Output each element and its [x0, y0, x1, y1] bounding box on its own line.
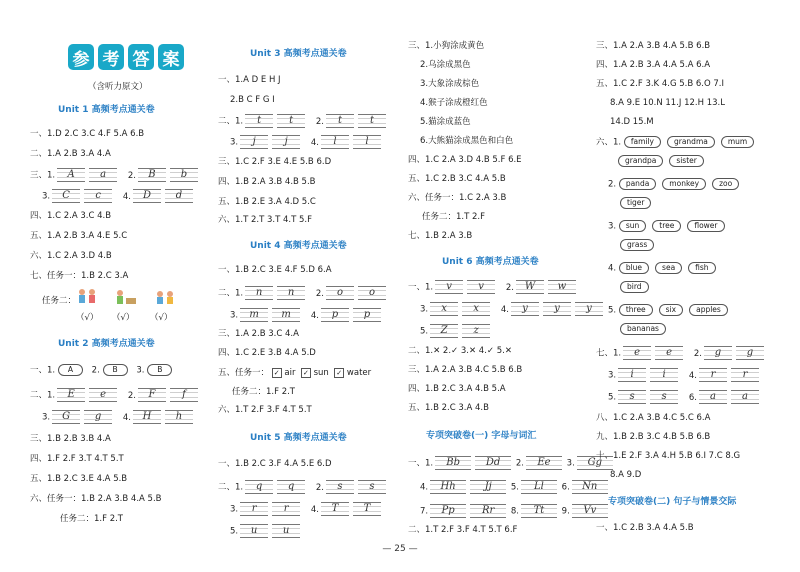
answer-line: 3.大象涂成棕色 — [420, 79, 480, 89]
checkbox-icon: ✓ — [301, 368, 311, 378]
answer-line: 六、任务一：1.B 2.A 3.B 4.A 5.B — [30, 494, 162, 504]
answer-line: 8.A 9.D — [610, 470, 642, 480]
oval-line: 3. sun tree flower — [608, 220, 731, 233]
unit3-title: Unit 3 高频考点通关卷 — [250, 49, 347, 59]
handwriting-line: 3. j j 4. l l — [230, 135, 383, 149]
answer-line: 九、1.B 2.B 3.C 4.B 5.B 6.B — [596, 432, 711, 442]
handwriting-line: 3. C c 4. D d — [42, 189, 195, 203]
answer-line: 二、1.A 2.B 3.A 4.A — [30, 149, 111, 159]
task2-label: 任务二： — [42, 296, 77, 306]
answer-line: 一、1.A D E H J — [218, 75, 281, 85]
answer-line: 14.D 15.M — [610, 117, 654, 127]
unit5-title: Unit 5 高频考点通关卷 — [250, 433, 347, 443]
checkbox-icon: ✓ — [272, 368, 282, 378]
oval-line: 六、1. family grandma mum — [596, 136, 760, 149]
answer-line: 五、1.B 2.C 3.E 4.A 5.B — [30, 474, 128, 484]
answer-line: 六、任务一：1.C 2.A 3.B — [408, 193, 507, 203]
check-mark: （√） — [76, 313, 99, 323]
answer-line: 六、1.T 2.T 3.T 4.T 5.F — [218, 215, 313, 225]
oval-line: 一、1. A 2. B 3. B — [30, 364, 178, 377]
special2-title: 专项突破卷(二) 句子与情景交际 — [608, 497, 737, 507]
handwriting-line: 7. Pp Rr 8. Tt 9. Vv — [420, 504, 610, 518]
banner-char: 答 — [128, 44, 154, 70]
children-illustration — [76, 288, 196, 308]
answer-line: 三、1.小狗涂成黄色 — [408, 41, 485, 51]
oval-line: tiger — [620, 197, 657, 210]
oval-line: 5. three six apples — [608, 304, 734, 317]
answer-line: 八、1.C 2.A 3.B 4.C 5.C 6.A — [596, 413, 711, 423]
answer-line: 2.B C F G I — [230, 95, 275, 105]
unit2-title: Unit 2 高频考点通关卷 — [58, 339, 155, 349]
answer-line: 十、1.E 2.F 3.A 4.H 5.B 6.I 7.C 8.G — [596, 451, 741, 461]
oval-line: bird — [620, 281, 655, 294]
banner-char: 案 — [158, 44, 184, 70]
unit6-title: Unit 6 高频考点通关卷 — [442, 257, 539, 267]
answer-line: 一、1.B 2.C 3.F 4.A 5.E 6.D — [218, 459, 332, 469]
oval-line: 4. blue sea fish — [608, 262, 722, 275]
answer-line: 二、1.✕ 2.✓ 3.✕ 4.✓ 5.✕ — [408, 346, 512, 356]
handwriting-line: 3. i i 4. r r — [608, 368, 761, 382]
banner-subtitle: （含听力原文） — [88, 82, 148, 92]
answer-line: 三、1.A 2.A 3.B 4.C 5.B 6.B — [408, 365, 523, 375]
handwriting-line: 三、1. A a 2. B b — [30, 168, 200, 182]
unit1-title: Unit 1 高频考点通关卷 — [58, 105, 155, 115]
handwriting-line: 二、1. E e 2. F f — [30, 388, 200, 402]
handwriting-line: 一、1. Bb Dd 2. Ee 3. Gg — [408, 456, 615, 470]
check-mark: （√） — [150, 313, 173, 323]
handwriting-line: 3. m m 4. p p — [230, 308, 383, 322]
answer-line: 6.大熊猫涂成黑色和白色 — [420, 136, 514, 146]
answer-line: 4.猴子涂成橙红色 — [420, 98, 488, 108]
answer-line: 三、1.C 2.F 3.E 4.E 5.B 6.D — [218, 157, 332, 167]
answer-line: 8.A 9.E 10.N 11.J 12.H 13.L — [610, 98, 725, 108]
answer-line: 5.猫涂成蓝色 — [420, 117, 471, 127]
answer-line: 三、1.A 2.A 3.B 4.A 5.B 6.B — [596, 41, 711, 51]
answer-line: 任务二：1.T 2.F — [422, 212, 486, 222]
answer-line: 五、1.A 2.B 3.A 4.E 5.C — [30, 231, 128, 241]
handwriting-line: 3. x x 4. y y y — [420, 302, 605, 316]
handwriting-line: 二、1. t t 2. t t — [218, 114, 388, 128]
handwriting-line: 3. G g 4. H h — [42, 410, 195, 424]
banner-char: 参 — [68, 44, 94, 70]
answer-line: 四、1.F 2.F 3.T 4.T 5.T — [30, 454, 124, 464]
answer-line: 四、1.C 2.E 3.B 4.A 5.D — [218, 348, 316, 358]
answer-line: 六、1.C 2.A 3.D 4.B — [30, 251, 112, 261]
answer-line: 六、1.T 2.F 3.F 4.T 5.T — [218, 405, 312, 415]
answer-line: 四、1.B 2.C 3.A 4.B 5.A — [408, 384, 506, 394]
children-pictures — [76, 288, 196, 312]
oval-line: grass — [620, 239, 660, 252]
answer-line: 一、1.D 2.C 3.C 4.F 5.A 6.B — [30, 129, 145, 139]
handwriting-line: 4. Hh Jj 5. Ll 6. Nn — [420, 480, 610, 494]
handwriting-line: 3. r r 4. T T — [230, 502, 383, 516]
answer-line: 三、1.B 2.B 3.B 4.A — [30, 434, 111, 444]
answer-line: 任务二：1.F 2.T — [60, 514, 124, 524]
answer-line: 三、1.A 2.B 3.C 4.A — [218, 329, 299, 339]
checkbox-icon: ✓ — [334, 368, 344, 378]
answer-line: 五、1.C 2.F 3.K 4.G 5.B 6.O 7.I — [596, 79, 724, 89]
handwriting-line: 5. Z z — [420, 324, 492, 338]
handwriting-line: 5. s s 6. a a — [608, 390, 761, 404]
handwriting-line: 七、1. e e 2. g g — [596, 346, 766, 360]
answer-line: 七、1.B 2.A 3.B — [408, 231, 473, 241]
answer-line: 2.乌涂成黑色 — [420, 60, 471, 70]
answer-line: 任务二：1.F 2.T — [232, 387, 296, 397]
answer-line: 四、1.C 2.A 3.D 4.B 5.F 6.E — [408, 155, 522, 165]
word-check-line: 五、任务一： ✓ air ✓ sun ✓ water — [218, 368, 372, 378]
handwriting-line: 二、1. n n 2. o o — [218, 286, 388, 300]
answer-line: 四、1.B 2.A 3.B 4.B 5.B — [218, 177, 316, 187]
oval-line: 2. panda monkey zoo — [608, 178, 745, 191]
answer-line: 一、1.C 2.B 3.A 4.A 5.B — [596, 523, 694, 533]
handwriting-line: 一、1. v v 2. W w — [408, 280, 578, 294]
unit4-title: Unit 4 高频考点通关卷 — [250, 241, 347, 251]
answer-line: 一、1.B 2.C 3.E 4.F 5.D 6.A — [218, 265, 332, 275]
answer-line: 四、1.A 2.B 3.A 4.A 5.A 6.A — [596, 60, 711, 70]
banner-char: 考 — [98, 44, 124, 70]
answer-line: 四、1.C 2.A 3.C 4.B — [30, 211, 112, 221]
answer-line: 五、1.B 2.E 3.A 4.D 5.C — [218, 197, 316, 207]
answer-line: 五、1.C 2.B 3.C 4.A 5.B — [408, 174, 506, 184]
page-number: — 25 — — [382, 544, 418, 554]
handwriting-line: 二、1. q q 2. s s — [218, 480, 388, 494]
special1-title: 专项突破卷(一) 字母与词汇 — [426, 431, 537, 441]
check-mark: （√） — [112, 313, 135, 323]
oval-line: bananas — [620, 323, 672, 336]
handwriting-line: 5. u u — [230, 524, 302, 538]
answer-line: 五、1.B 2.C 3.A 4.B — [408, 403, 489, 413]
answer-line: 二、1.T 2.F 3.F 4.T 5.T 6.F — [408, 525, 518, 535]
answer-banner — [68, 44, 184, 70]
oval-line: grandpa sister — [618, 155, 710, 168]
answer-line: 七、任务一：1.B 2.C 3.A — [30, 271, 129, 281]
